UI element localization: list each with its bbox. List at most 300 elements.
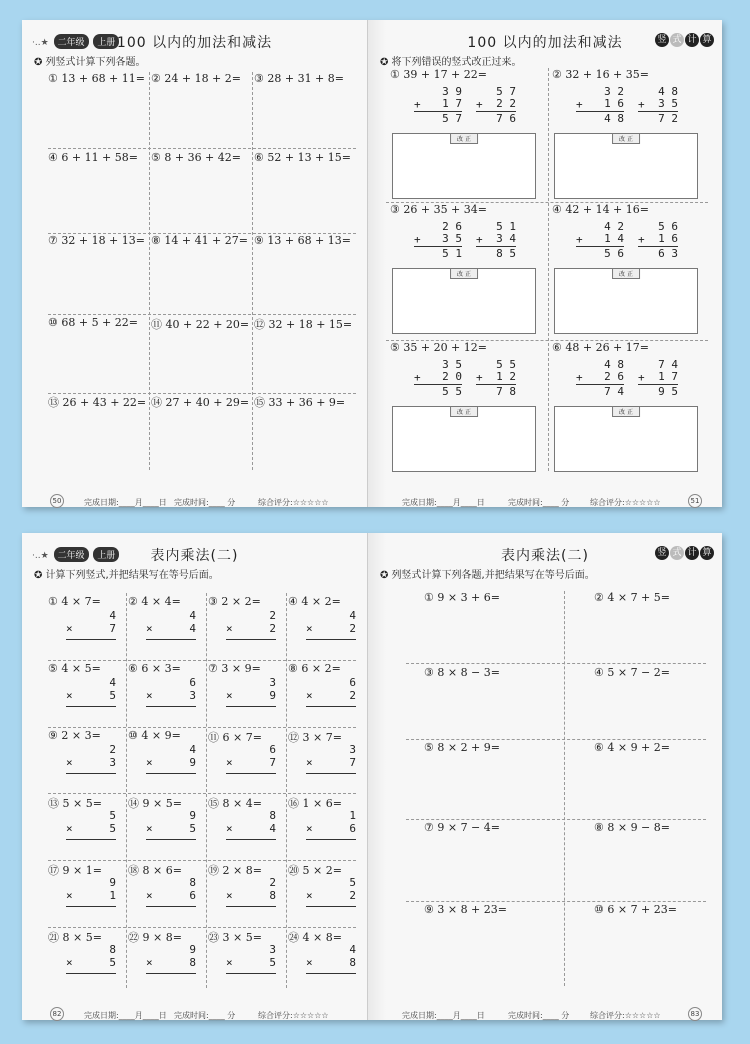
multiplier-row — [66, 689, 116, 702]
addend: 2 6 — [604, 370, 624, 383]
multiplier: 8 — [269, 889, 276, 902]
correction-label: 改 正 — [450, 133, 478, 144]
addend: 3 5 — [658, 97, 678, 110]
problem-text: ② 24 + 18 + 2= — [151, 72, 241, 85]
multiplier-row — [146, 956, 196, 969]
addend: 4 2 — [604, 220, 624, 233]
problem-text: ⑳ 5 × 2= — [288, 864, 342, 877]
problem-cell — [552, 68, 649, 81]
problem-text: ⑦ 32 + 18 + 13= — [48, 234, 145, 247]
multiplier: 6 — [349, 822, 356, 835]
column-divider — [286, 593, 287, 988]
product-rule — [66, 773, 116, 774]
page-title: 100 以内的加法和减法 — [116, 35, 273, 51]
problem-text: ④ 42 + 14 + 16= — [552, 203, 649, 216]
times-sign: × — [66, 689, 73, 702]
plus-sign: + — [638, 233, 645, 246]
footer-date: 完成日期:____月____日 — [84, 498, 167, 507]
problem-cell — [151, 234, 254, 247]
sum: 7 8 — [496, 385, 516, 398]
footer-score: 综合评分:☆☆☆☆☆ — [590, 498, 661, 507]
multiplicand: 8 — [269, 809, 276, 822]
row-divider — [48, 314, 356, 315]
vertical-sum — [476, 86, 516, 125]
multiplicand: 2 — [109, 743, 116, 756]
multiplier: 9 — [269, 689, 276, 702]
vertical-product — [306, 609, 356, 640]
times-sign: × — [306, 956, 313, 969]
product-rule — [226, 839, 276, 840]
footer-date: 完成日期:____月____日 — [402, 498, 485, 507]
row-divider — [48, 860, 356, 861]
problem-cell — [552, 341, 649, 354]
sum: 4 8 — [604, 112, 624, 125]
multiplicand: 6 — [269, 743, 276, 756]
multiplier: 3 — [109, 756, 116, 769]
multiplicand: 4 — [189, 609, 196, 622]
product-rule — [306, 906, 356, 907]
vertical-product — [306, 676, 356, 707]
vertical-sum — [638, 86, 678, 125]
sum: 7 2 — [658, 112, 678, 125]
problem-text: ⑫ 32 + 18 + 15= — [254, 318, 353, 331]
addend: 4 8 — [604, 358, 624, 371]
problem-text: ② 32 + 16 + 35= — [552, 68, 649, 81]
times-sign: × — [226, 822, 233, 835]
multiplicand: 9 — [189, 809, 196, 822]
multiplicand: 6 — [349, 676, 356, 689]
problem-cell — [48, 316, 151, 329]
times-sign: × — [146, 689, 153, 702]
product-rule — [226, 906, 276, 907]
problem-text: ⑭ 9 × 5= — [128, 797, 182, 810]
problem-cell — [424, 666, 500, 679]
sum: 5 7 — [442, 112, 462, 125]
multiplicand: 4 — [109, 676, 116, 689]
multiplier: 2 — [349, 689, 356, 702]
addend: 3 9 — [442, 85, 462, 98]
plus-sign: + — [576, 233, 583, 246]
row-divider — [48, 660, 356, 661]
correction-label: 改 正 — [612, 406, 640, 417]
product-rule — [226, 773, 276, 774]
addend: 2 6 — [442, 220, 462, 233]
instruction: ✪ 列竖式计算下列各题。 — [34, 57, 146, 68]
vertical-sum — [576, 221, 624, 260]
page-title: 表内乘法(二) — [501, 548, 589, 564]
multiplier: 5 — [109, 822, 116, 835]
plus-sign: + — [414, 98, 421, 111]
problem-text: ⑧ 6 × 2= — [288, 662, 341, 675]
problem-cell — [424, 821, 500, 834]
problem-cell — [48, 595, 101, 608]
times-sign: × — [66, 622, 73, 635]
problem-cell — [151, 394, 254, 410]
multiplicand: 9 — [189, 943, 196, 956]
problem-text: ③ 2 × 2= — [208, 595, 261, 608]
multiplicand: 5 — [109, 809, 116, 822]
multiplicand: 2 — [269, 609, 276, 622]
addend: 5 1 — [496, 220, 516, 233]
multiplier-row — [66, 889, 116, 902]
problem-text: ⑰ 9 × 1= — [48, 864, 102, 877]
addend: 3 4 — [496, 232, 516, 245]
multiplier: 6 — [189, 889, 196, 902]
times-sign: × — [226, 756, 233, 769]
times-sign: × — [306, 822, 313, 835]
problem-cell — [390, 68, 487, 81]
sum: 6 3 — [658, 247, 678, 260]
footer-time: 完成时间:____ 分 — [174, 498, 236, 507]
addend: 1 4 — [604, 232, 624, 245]
multiplier: 2 — [349, 889, 356, 902]
addend: 7 4 — [658, 358, 678, 371]
vertical-product — [226, 743, 276, 774]
problem-text: ㉑ 8 × 5= — [48, 931, 102, 944]
multiplicand: 5 — [349, 876, 356, 889]
row-divider — [406, 739, 706, 740]
row-divider — [406, 901, 706, 902]
footer-time: 完成时间:____ 分 — [174, 1011, 236, 1020]
product-rule — [66, 706, 116, 707]
multiplier-row — [306, 689, 356, 702]
product-rule — [306, 773, 356, 774]
problem-text: ④ 4 × 2= — [288, 595, 341, 608]
sum: 5 1 — [442, 247, 462, 260]
addend: 5 5 — [496, 358, 516, 371]
instruction: ✪ 将下列错误的竖式改正过来。 — [380, 57, 522, 68]
plus-sign: + — [476, 371, 483, 384]
page-number: 51 — [688, 494, 702, 508]
footer-time: 完成时间:____ 分 — [508, 1011, 570, 1020]
page-number: 82 — [50, 1007, 64, 1021]
vertical-product — [66, 943, 116, 974]
problem-cell — [128, 595, 181, 608]
product-rule — [226, 706, 276, 707]
workbook-spread-top — [22, 20, 722, 507]
addend: 3 5 — [442, 232, 462, 245]
multiplier: 5 — [109, 689, 116, 702]
problem-text: ⑪ 40 + 22 + 20= — [151, 318, 250, 331]
problem-cell — [254, 72, 357, 85]
multiplier-row — [226, 822, 276, 835]
times-sign: × — [146, 889, 153, 902]
multiplier: 8 — [189, 956, 196, 969]
vertical-sum — [414, 221, 462, 260]
problem-text: ⑮ 8 × 4= — [208, 797, 262, 810]
addend: 1 7 — [658, 370, 678, 383]
problem-cell — [48, 234, 151, 247]
vertical-calc-badge: 竖 式 计 算 — [654, 33, 714, 47]
plus-sign: + — [414, 371, 421, 384]
problem-cell — [48, 72, 151, 85]
instruction: ✪ 计算下列竖式,并把结果写在等号后面。 — [34, 570, 219, 581]
grade-badge: ·..★ 二年级 上册 — [32, 34, 119, 49]
vertical-product — [146, 809, 196, 840]
product-rule — [146, 639, 196, 640]
times-sign: × — [66, 756, 73, 769]
problem-text: ③ 28 + 31 + 8= — [254, 72, 344, 85]
times-sign: × — [146, 956, 153, 969]
multiplicand: 3 — [269, 943, 276, 956]
vertical-product — [66, 743, 116, 774]
footer-date: 完成日期:____月____日 — [84, 1011, 167, 1020]
problem-cell — [390, 203, 487, 216]
problem-text: ⑧ 8 × 9 − 8= — [594, 821, 670, 834]
instruction: ✪ 列竖式计算下列各题,并把结果写在等号后面。 — [380, 570, 595, 581]
problem-cell — [208, 662, 261, 675]
product-rule — [306, 973, 356, 974]
problem-cell — [254, 151, 357, 164]
multiplicand: 3 — [349, 743, 356, 756]
problem-text: ⑲ 2 × 8= — [208, 864, 262, 877]
multiplicand: 4 — [109, 609, 116, 622]
problem-text: ⑯ 1 × 6= — [288, 797, 342, 810]
problem-cell — [424, 591, 500, 604]
addend: 1 2 — [496, 370, 516, 383]
vertical-product — [226, 943, 276, 974]
multiplier-row — [226, 756, 276, 769]
problem-text: ③ 8 × 8 − 3= — [424, 666, 500, 679]
multiplier: 7 — [269, 756, 276, 769]
problem-text: ⑥ 6 × 3= — [128, 662, 181, 675]
correction-box — [392, 133, 536, 199]
multiplier: 2 — [269, 622, 276, 635]
vertical-sum — [476, 359, 516, 398]
problem-text: ⑩ 6 × 7 + 23= — [594, 903, 677, 916]
multiplier-row — [306, 622, 356, 635]
vertical-product — [226, 876, 276, 907]
correction-box — [554, 268, 698, 334]
problem-text: ① 39 + 17 + 22= — [390, 68, 487, 81]
problem-text: ⑥ 52 + 13 + 15= — [254, 151, 351, 164]
grade-badge: ·..★ 二年级 上册 — [32, 547, 119, 562]
vertical-sum — [476, 221, 516, 260]
row-divider — [48, 233, 356, 234]
row-divider — [48, 793, 356, 794]
addend: 5 7 — [496, 85, 516, 98]
product-rule — [146, 706, 196, 707]
multiplier: 7 — [109, 622, 116, 635]
vertical-sum — [638, 221, 678, 260]
vertical-product — [306, 809, 356, 840]
problem-text: ① 13 + 68 + 11= — [48, 72, 145, 85]
multiplier: 4 — [189, 622, 196, 635]
problem-text: ⑤ 4 × 5= — [48, 662, 101, 675]
row-divider — [406, 819, 706, 820]
multiplicand: 1 — [349, 809, 356, 822]
problem-text: ⑭ 27 + 40 + 29= — [151, 396, 250, 409]
vertical-product — [66, 876, 116, 907]
product-rule — [146, 839, 196, 840]
times-sign: × — [306, 889, 313, 902]
addend: 3 2 — [604, 85, 624, 98]
problem-text: ⑬ 26 + 43 + 22= — [48, 396, 147, 409]
problem-cell — [594, 666, 670, 679]
multiplier-row — [306, 889, 356, 902]
correction-label: 改 正 — [450, 268, 478, 279]
row-divider — [386, 340, 708, 341]
problem-text: ⑩ 68 + 5 + 22= — [48, 316, 138, 329]
row-divider — [48, 393, 356, 394]
problem-text: ⑧ 14 + 41 + 27= — [151, 234, 248, 247]
correction-label: 改 正 — [450, 406, 478, 417]
vertical-product — [306, 876, 356, 907]
row-divider — [48, 727, 356, 728]
grade-label: 二年级 — [54, 547, 89, 562]
times-sign: × — [146, 756, 153, 769]
correction-box — [554, 406, 698, 472]
page-51 — [368, 20, 722, 507]
times-sign: × — [226, 889, 233, 902]
multiplier: 5 — [269, 956, 276, 969]
problem-text: ① 9 × 3 + 6= — [424, 591, 500, 604]
product-rule — [146, 973, 196, 974]
page-83 — [368, 533, 722, 1020]
problem-cell — [151, 72, 254, 85]
problem-cell — [552, 203, 649, 216]
multiplicand: 6 — [189, 676, 196, 689]
problem-cell — [390, 341, 487, 354]
multiplier-row — [146, 622, 196, 635]
addend: 2 0 — [442, 370, 462, 383]
multiplier: 3 — [189, 689, 196, 702]
product-rule — [306, 706, 356, 707]
sum: 8 5 — [496, 247, 516, 260]
product-rule — [226, 639, 276, 640]
addend: 1 6 — [658, 232, 678, 245]
multiplier-row — [306, 956, 356, 969]
problem-cell — [151, 151, 254, 164]
multiplier-row — [146, 756, 196, 769]
product-rule — [306, 639, 356, 640]
vertical-product — [146, 743, 196, 774]
sum: 9 5 — [658, 385, 678, 398]
page-50 — [22, 20, 368, 507]
multiplicand: 8 — [189, 876, 196, 889]
problem-text: ㉔ 4 × 8= — [288, 931, 342, 944]
problem-cell — [424, 741, 500, 754]
multiplicand: 9 — [109, 876, 116, 889]
product-rule — [66, 906, 116, 907]
vertical-product — [146, 876, 196, 907]
multiplier-row — [146, 689, 196, 702]
grade-label: 二年级 — [54, 34, 89, 49]
vertical-product — [66, 676, 116, 707]
correction-label: 改 正 — [612, 268, 640, 279]
problem-text: ② 4 × 7 + 5= — [594, 591, 670, 604]
footer-date: 完成日期:____月____日 — [402, 1011, 485, 1020]
column-divider — [126, 593, 127, 988]
multiplier-row — [226, 956, 276, 969]
problem-text: ④ 6 + 11 + 58= — [48, 151, 138, 164]
problem-cell — [288, 595, 341, 608]
problem-text: ⑥ 48 + 26 + 17= — [552, 341, 649, 354]
column-divider — [149, 72, 150, 470]
problem-text: ⑫ 3 × 7= — [288, 731, 342, 744]
multiplier-row — [306, 756, 356, 769]
page-number: 83 — [688, 1007, 702, 1021]
problem-cell — [424, 903, 507, 916]
addend: 1 7 — [442, 97, 462, 110]
page-82 — [22, 533, 368, 1020]
problem-cell — [594, 903, 677, 916]
product-rule — [66, 973, 116, 974]
problem-cell — [594, 821, 670, 834]
problem-text: ⑪ 6 × 7= — [208, 731, 262, 744]
multiplicand: 2 — [269, 876, 276, 889]
problem-text: ⑤ 8 + 36 + 42= — [151, 151, 241, 164]
vertical-product — [226, 609, 276, 640]
multiplier: 8 — [349, 956, 356, 969]
column-divider — [206, 593, 207, 988]
footer-score: 综合评分:☆☆☆☆☆ — [258, 1011, 329, 1020]
times-sign: × — [306, 689, 313, 702]
multiplier: 5 — [109, 956, 116, 969]
vertical-sum — [414, 359, 462, 398]
plus-sign: + — [576, 98, 583, 111]
problem-text: ⑮ 33 + 36 + 9= — [254, 396, 346, 409]
addend: 4 8 — [658, 85, 678, 98]
multiplier-row — [66, 756, 116, 769]
plus-sign: + — [638, 98, 645, 111]
multiplier-row — [146, 822, 196, 835]
times-sign: × — [226, 689, 233, 702]
plus-sign: + — [638, 371, 645, 384]
correction-box — [392, 268, 536, 334]
page-title: 表内乘法(二) — [150, 548, 239, 564]
multiplier: 7 — [349, 756, 356, 769]
row-divider — [48, 148, 356, 149]
multiplier: 2 — [349, 622, 356, 635]
addend: 3 5 — [442, 358, 462, 371]
vertical-sum — [638, 359, 678, 398]
times-sign: × — [146, 822, 153, 835]
problem-text: ④ 5 × 7 − 2= — [594, 666, 670, 679]
footer-score: 综合评分:☆☆☆☆☆ — [258, 498, 329, 507]
problem-text: ⑦ 9 × 7 − 4= — [424, 821, 500, 834]
times-sign: × — [306, 622, 313, 635]
multiplier-row — [226, 622, 276, 635]
problem-text: ⑱ 8 × 6= — [128, 864, 182, 877]
correction-label: 改 正 — [612, 133, 640, 144]
times-sign: × — [66, 956, 73, 969]
multiplier: 4 — [269, 822, 276, 835]
problem-cell — [594, 591, 670, 604]
multiplier-row — [306, 822, 356, 835]
multiplier-row — [226, 889, 276, 902]
problem-cell — [128, 729, 181, 742]
problem-cell — [48, 394, 151, 410]
footer-time: 完成时间:____ 分 — [508, 498, 570, 507]
vertical-product — [146, 943, 196, 974]
multiplier: 1 — [109, 889, 116, 902]
problem-cell — [254, 234, 357, 247]
multiplicand: 8 — [109, 943, 116, 956]
problem-text: ⑨ 2 × 3= — [48, 729, 101, 742]
vertical-product — [146, 676, 196, 707]
vertical-sum — [414, 86, 462, 125]
problem-text: ⑬ 5 × 5= — [48, 797, 102, 810]
times-sign: × — [306, 756, 313, 769]
multiplicand: 4 — [189, 743, 196, 756]
product-rule — [66, 639, 116, 640]
problem-text: ⑥ 4 × 9 + 2= — [594, 741, 670, 754]
times-sign: × — [146, 622, 153, 635]
multiplier-row — [66, 956, 116, 969]
plus-sign: + — [414, 233, 421, 246]
vertical-product — [306, 743, 356, 774]
